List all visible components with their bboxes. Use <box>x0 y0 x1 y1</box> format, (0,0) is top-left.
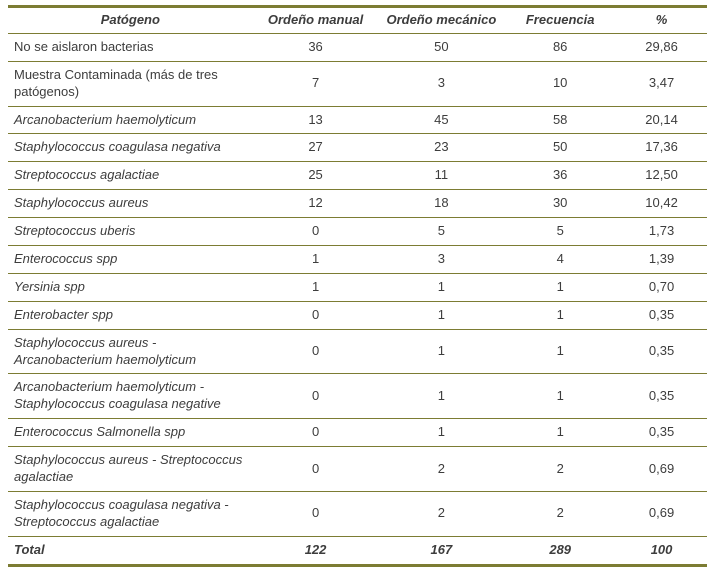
table-row <box>8 246 707 274</box>
pathogen-name: Staphylococcus aureus - Streptococcus agalactiae <box>8 447 253 492</box>
frecuencia-value: 36 <box>504 162 616 190</box>
percent-value: 0,35 <box>616 329 707 374</box>
pathogen-name: Arcanobacterium haemolyticum <box>8 106 253 134</box>
percent-value: 12,50 <box>616 162 707 190</box>
ordeno-mecanico-value: 5 <box>378 218 504 246</box>
pathogen-name: Yersinia spp <box>8 273 253 301</box>
percent-value: 20,14 <box>616 106 707 134</box>
pathogen-frequency-table <box>8 5 707 567</box>
column-header-frecuencia: Frecuencia <box>504 7 616 34</box>
frecuencia-value: 30 <box>504 190 616 218</box>
ordeno-mecanico-value: 11 <box>378 162 504 190</box>
table-row <box>8 273 707 301</box>
ordeno-mecanico-value: 18 <box>378 190 504 218</box>
column-header-ordeno-mecanico: Ordeño mecánico <box>378 7 504 34</box>
frecuencia-value: 1 <box>504 301 616 329</box>
ordeno-mecanico-value: 23 <box>378 134 504 162</box>
pathogen-name: Streptococcus agalactiae <box>8 162 253 190</box>
header-row <box>8 7 707 34</box>
percent-value: 3,47 <box>616 61 707 106</box>
table-row <box>8 61 707 106</box>
pathogen-name: Enterobacter spp <box>8 301 253 329</box>
ordeno-mecanico-value: 2 <box>378 491 504 536</box>
ordeno-manual-value: 0 <box>253 329 379 374</box>
ordeno-manual-value: 27 <box>253 134 379 162</box>
table-row <box>8 134 707 162</box>
frecuencia-value: 1 <box>504 329 616 374</box>
ordeno-mecanico-value: 50 <box>378 33 504 61</box>
pathogen-name: Muestra Contaminada (más de tres patógenos) <box>8 61 253 106</box>
table-row <box>8 106 707 134</box>
total-label: Total <box>14 541 45 557</box>
ordeno-manual-value: 0 <box>253 447 379 492</box>
ordeno-manual-value: 0 <box>253 491 379 536</box>
pathogen-name: Staphylococcus aureus - Arcanobacterium haemolyticum <box>8 329 253 374</box>
frecuencia-value: 58 <box>504 106 616 134</box>
frecuencia-value: 1 <box>504 273 616 301</box>
percent-value: 0,69 <box>616 491 707 536</box>
ordeno-manual-value: 0 <box>253 419 379 447</box>
table-row <box>8 162 707 190</box>
ordeno-mecanico-value: 1 <box>378 374 504 419</box>
percent-value: 0,35 <box>616 419 707 447</box>
ordeno-mecanico-value: 1 <box>378 329 504 374</box>
table-row <box>8 374 707 419</box>
frecuencia-value: 50 <box>504 134 616 162</box>
ordeno-manual-value: 0 <box>253 218 379 246</box>
table-row <box>8 491 707 536</box>
percent-value: 1,39 <box>616 246 707 274</box>
pathogen-name: Staphylococcus aureus <box>8 190 253 218</box>
frecuencia-value: 1 <box>504 374 616 419</box>
percent-value: 1,73 <box>616 218 707 246</box>
percent-value: 29,86 <box>616 33 707 61</box>
pathogen-name: Staphylococcus coagulasa negativa - Streptococcus agalactiae <box>8 491 253 536</box>
column-header-ordeno-manual: Ordeño manual <box>253 7 379 34</box>
total-row <box>8 536 707 565</box>
ordeno-mecanico-value: 1 <box>378 301 504 329</box>
ordeno-mecanico-value: 1 <box>378 273 504 301</box>
ordeno-manual-value: 1 <box>253 273 379 301</box>
frecuencia-value: 2 <box>504 491 616 536</box>
ordeno-mecanico-value: 3 <box>378 61 504 106</box>
ordeno-mecanico-value: 1 <box>378 419 504 447</box>
ordeno-manual-value: 1 <box>253 246 379 274</box>
column-header-percent: % <box>616 7 707 34</box>
table-row <box>8 419 707 447</box>
table-row <box>8 447 707 492</box>
pathogen-name: Staphylococcus coagulasa negativa <box>8 134 253 162</box>
ordeno-manual-value: 13 <box>253 106 379 134</box>
percent-value: 10,42 <box>616 190 707 218</box>
total-percent-value: 100 <box>650 541 673 557</box>
total-manual-value: 122 <box>304 541 327 557</box>
percent-value: 0,35 <box>616 301 707 329</box>
table-body <box>8 33 707 536</box>
ordeno-manual-value: 25 <box>253 162 379 190</box>
pathogen-name: Enterococcus spp <box>8 246 253 274</box>
column-header-patogeno: Patógeno <box>8 7 253 34</box>
ordeno-mecanico-value: 45 <box>378 106 504 134</box>
frecuencia-value: 1 <box>504 419 616 447</box>
total-mechanical-value: 167 <box>430 541 453 557</box>
percent-value: 0,35 <box>616 374 707 419</box>
ordeno-manual-value: 12 <box>253 190 379 218</box>
ordeno-manual-value: 36 <box>253 33 379 61</box>
pathogen-name: Streptococcus uberis <box>8 218 253 246</box>
ordeno-mecanico-value: 2 <box>378 447 504 492</box>
table-row <box>8 218 707 246</box>
ordeno-mecanico-value: 3 <box>378 246 504 274</box>
table-row <box>8 33 707 61</box>
percent-value: 0,70 <box>616 273 707 301</box>
total-frequency-value: 289 <box>549 541 572 557</box>
pathogen-name: No se aislaron bacterias <box>8 33 253 61</box>
table-row <box>8 329 707 374</box>
table-row <box>8 301 707 329</box>
pathogen-name: Enterococcus Salmonella spp <box>8 419 253 447</box>
ordeno-manual-value: 0 <box>253 374 379 419</box>
frecuencia-value: 4 <box>504 246 616 274</box>
frecuencia-value: 2 <box>504 447 616 492</box>
ordeno-manual-value: 0 <box>253 301 379 329</box>
percent-value: 0,69 <box>616 447 707 492</box>
table-row <box>8 190 707 218</box>
pathogen-name: Arcanobacterium haemolyticum -Staphylococcus coagulasa negative <box>8 374 253 419</box>
frecuencia-value: 10 <box>504 61 616 106</box>
frecuencia-value: 5 <box>504 218 616 246</box>
percent-value: 17,36 <box>616 134 707 162</box>
frecuencia-value: 86 <box>504 33 616 61</box>
ordeno-manual-value: 7 <box>253 61 379 106</box>
